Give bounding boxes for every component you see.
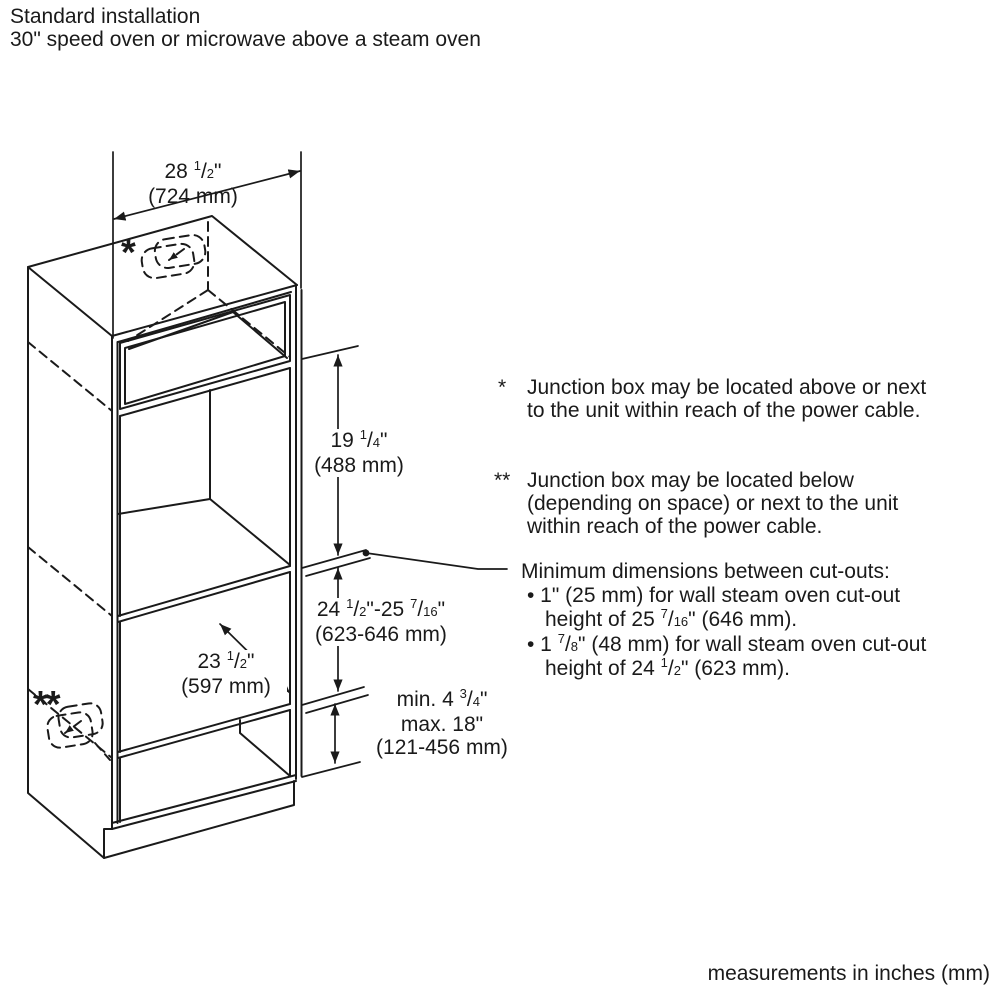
speed-oven-compartment-opening <box>118 368 290 622</box>
dim-bottom-clearance <box>302 704 360 777</box>
top-junction-marker: * <box>121 232 134 274</box>
note1-line-2: to the unit within reach of the power cable. <box>527 399 921 422</box>
cabinet-base <box>104 775 296 858</box>
note1-line-1: Junction box may be located above or next <box>527 376 927 399</box>
bottom-junction-marker: ** <box>33 684 59 726</box>
dim-steam-cutout-label: 24 $^1$/2"-25 $^7$/16" (623-646 mm) <box>304 598 458 646</box>
cutout-gap-symbol-top <box>302 550 370 576</box>
note2-line-3: within reach of the power cable. <box>527 515 823 538</box>
min-dims-bullet2-line2: height of 24 $^1$/2" (623 mm). <box>545 655 790 680</box>
dim-depth-label: 23 $^1$/2" (597 mm) <box>165 650 287 698</box>
note2-line-1: Junction box may be located below <box>527 469 854 492</box>
leader-line-min-dims <box>363 550 507 569</box>
dim-width-label: 28 $^1$/2" (724 mm) <box>148 158 238 208</box>
title-line-1: Standard installation <box>10 5 201 28</box>
min-dims-header: Minimum dimensions between cut-outs: <box>521 560 890 583</box>
note2-line-2: (depending on space) or next to the unit <box>527 492 899 515</box>
junction-box-top-icon <box>140 233 207 280</box>
title-line-2: 30" speed oven or microwave above a steam oven <box>10 28 481 51</box>
page-title <box>10 5 481 51</box>
units-note: measurements in inches (mm) <box>707 962 990 985</box>
min-dims-bullet1-line1: • 1" (25 mm) for wall steam oven cut-out <box>527 584 901 607</box>
dim-upper-cutout-label: 19 $^1$/4" (488 mm) <box>303 429 415 477</box>
note1-marker: * <box>498 376 507 399</box>
min-dims-bullet1-line2: height of 25 $^7$/16" (646 mm). <box>545 606 798 631</box>
cabinet-linework <box>28 216 302 858</box>
dim-bottom-clearance-label: min. 4 $^3$/4" max. 18" (121-456 mm) <box>372 688 512 759</box>
note2-marker: ** <box>494 469 511 492</box>
cabinet-left-face <box>28 267 104 858</box>
min-dims-bullet2-line1: • 1 $^7$/8" (48 mm) for wall steam oven cut-out <box>527 631 927 656</box>
